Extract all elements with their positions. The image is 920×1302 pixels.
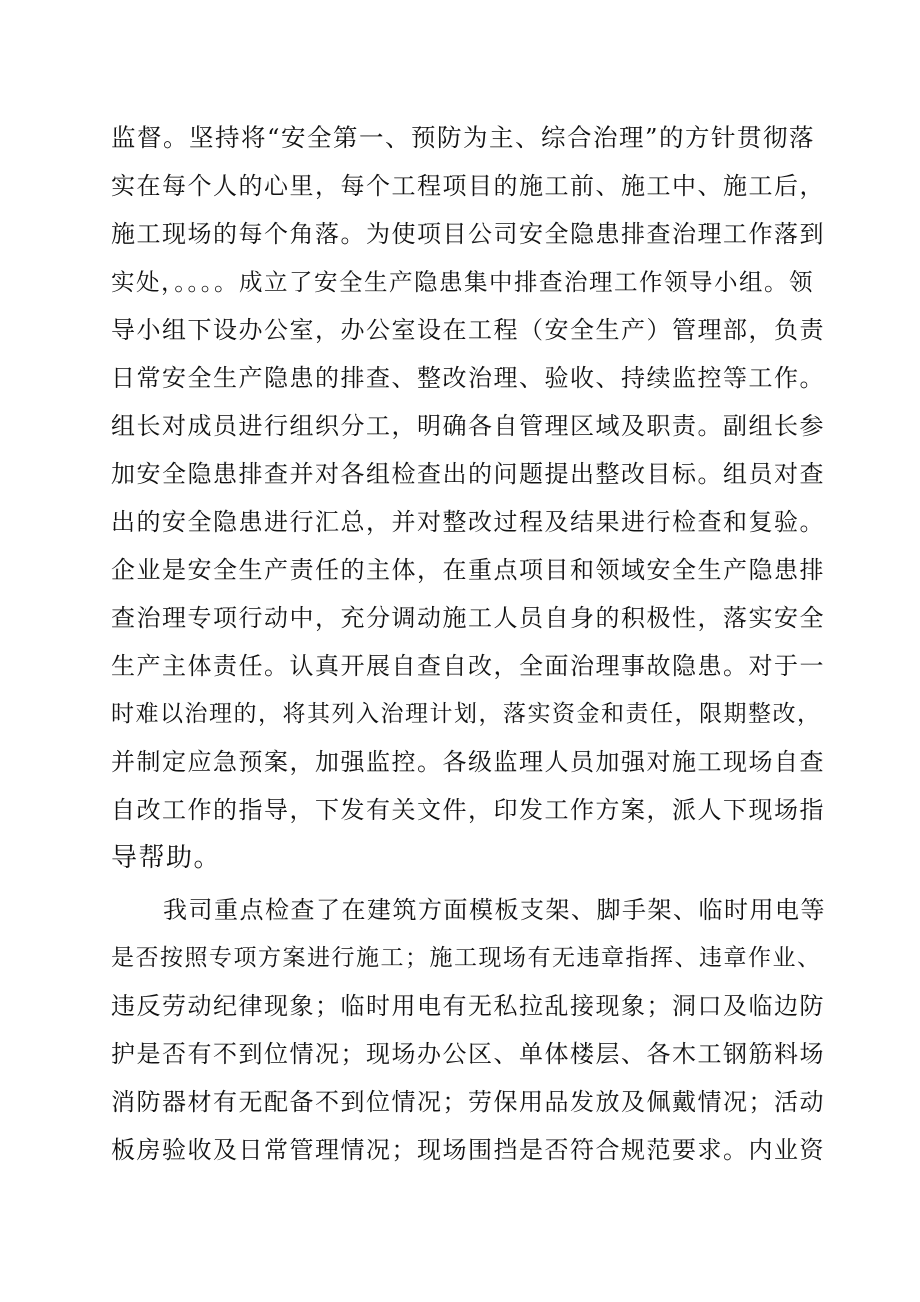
text-line: 监督。坚持将“安全第一、预防为主、综合治理”的方针贯彻落: [111, 123, 816, 152]
text-line: 护是否有不到位情况；现场办公区、单体楼层、各木工钢筋料场: [111, 1040, 825, 1068]
text-line: 并制定应急预案，加强监控。各级监理人员加强对施工现场自查: [111, 748, 825, 776]
text-line: 查治理专项行动中，充分调动施工人员自身的积极性，落实安全: [111, 604, 825, 632]
text-line: 企业是安全生产责任的主体，在重点项目和领域安全生产隐患排: [111, 556, 825, 584]
text-line: 施工现场的每个角落。为使项目公司安全隐患排查治理工作落到: [111, 220, 825, 248]
text-line: 导小组下设办公室，办公室设在工程（安全生产）管理部，负责: [111, 316, 825, 344]
text-line: 生产主体责任。认真开展自查自改，全面治理事故隐患。对于一: [111, 652, 825, 680]
text-line: 组长对成员进行组织分工，明确各自管理区域及职责。副组长参: [111, 412, 825, 440]
text-line: 实处，。。。。成立了安全生产隐患集中排查治理工作领导小组。领: [111, 268, 814, 296]
text-line: 导帮助。: [111, 843, 222, 873]
text-line: 出的安全隐患进行汇总，并对整改过程及结果进行检查和复验。: [111, 508, 825, 536]
text-line: 自改工作的指导，下发有关文件，印发工作方案，派人下现场指: [111, 796, 825, 824]
text-line: 消防器材有无配备不到位情况；劳保用品发放及佩戴情况；活动: [111, 1088, 825, 1116]
text-line: 板房验收及日常管理情况；现场围挡是否符合规范要求。内业资: [111, 1136, 825, 1164]
text-line: 时难以治理的，将其列入治理计划，落实资金和责任，限期整改，: [111, 701, 822, 727]
paragraph-first-line: 我司重点检查了在建筑方面模板支架、脚手架、临时用电等: [163, 896, 826, 924]
text-line: 是否按照专项方案进行施工；施工现场有无违章指挥、违章作业、: [111, 945, 822, 971]
text-line: 日常安全生产隐患的排查、整改治理、验收、持续监控等工作。: [111, 364, 825, 392]
text-line: 实在每个人的心里，每个工程项目的施工前、施工中、施工后，: [111, 172, 825, 200]
text-line: 违反劳动纪律现象；临时用电有无私拉乱接现象；洞口及临边防: [111, 992, 825, 1020]
text-line: 加安全隐患排查并对各组检查出的问题提出整改目标。组员对查: [111, 460, 825, 488]
